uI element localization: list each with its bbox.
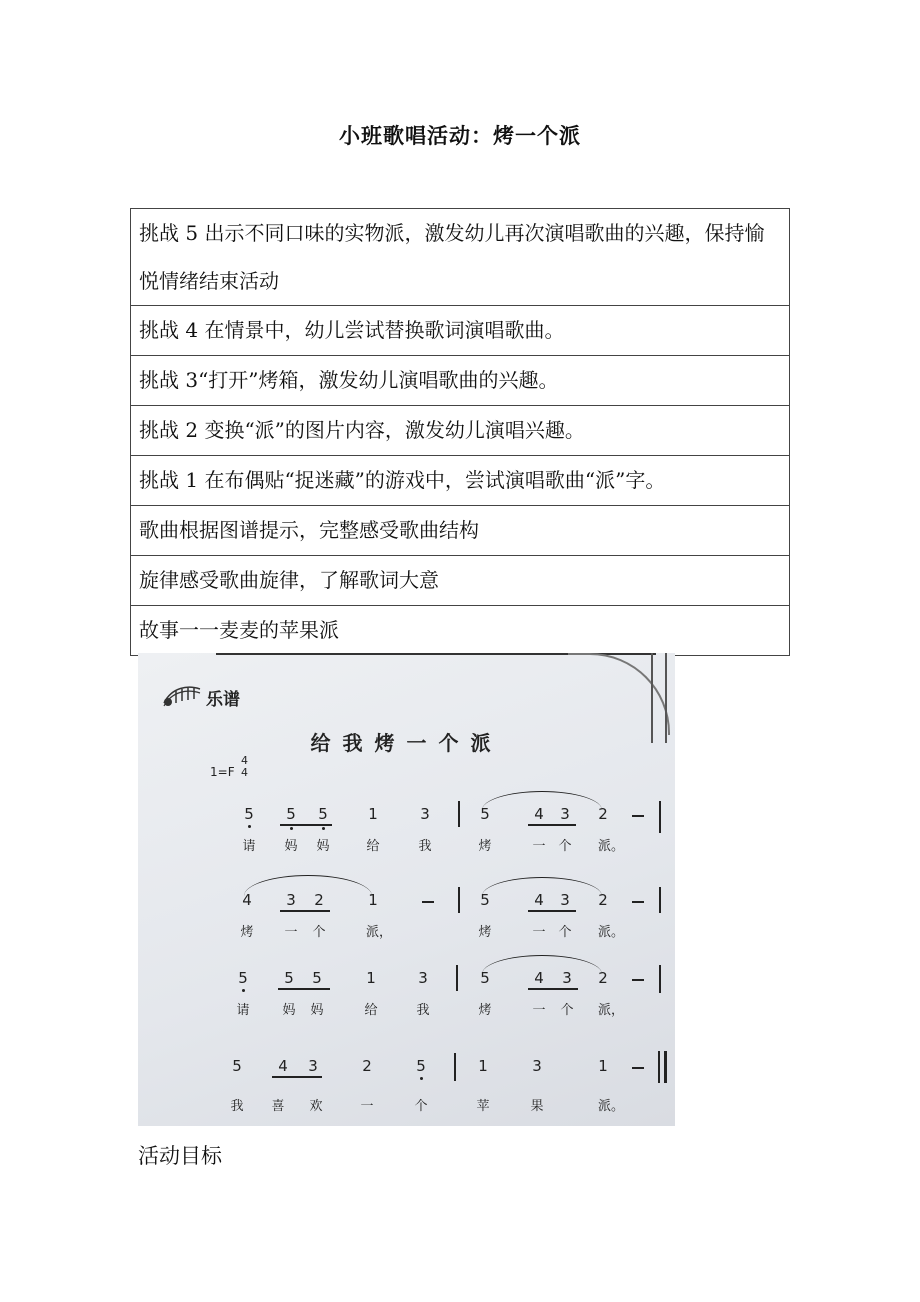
low-octave-dot	[242, 989, 245, 992]
section-label: 乐谱	[206, 690, 240, 710]
lyric: 烤	[478, 1003, 492, 1018]
note: 4	[534, 891, 544, 909]
note: 1	[368, 891, 378, 909]
table-row	[131, 406, 790, 456]
hold-dash	[422, 901, 434, 903]
note: 5	[318, 805, 328, 823]
lyric: 给	[364, 1003, 378, 1018]
note: 5	[480, 805, 490, 823]
table-row	[131, 556, 790, 606]
note: 2	[598, 805, 608, 823]
score-line-1	[138, 805, 675, 875]
beam-underline	[280, 910, 330, 912]
lyric: 苹	[476, 1099, 490, 1114]
note: 2	[362, 1057, 372, 1075]
note: 5	[284, 969, 294, 987]
note: 4	[534, 969, 544, 987]
lyric: 一	[360, 1099, 374, 1114]
hold-dash	[632, 901, 644, 903]
table-cell: 挑战 2 变换“派”的图片内容，激发幼儿演唱兴趣。	[131, 406, 790, 456]
key-signature: 1=F	[210, 765, 235, 779]
note: 5	[480, 969, 490, 987]
beam-underline	[528, 910, 576, 912]
table-row	[131, 209, 790, 306]
final-bar-line	[664, 1051, 667, 1083]
table-row	[131, 456, 790, 506]
lyric: 请	[236, 1003, 250, 1018]
lyric: 个	[414, 1099, 428, 1114]
sheet-music-photo	[138, 653, 675, 1126]
lyric: 喜	[271, 1099, 285, 1114]
note: 5	[312, 969, 322, 987]
lyric: 烤	[478, 925, 492, 940]
note: 1	[368, 805, 378, 823]
note: 4	[242, 891, 252, 909]
lyric: 我	[418, 839, 432, 854]
lyric: 给	[366, 839, 380, 854]
bar-line	[458, 801, 460, 827]
section-heading: 活动目标	[138, 1144, 222, 1168]
lyric: 派。	[597, 1099, 624, 1114]
lyric: 妈	[284, 839, 298, 854]
lyric: 个	[312, 925, 326, 940]
note: 3	[562, 969, 572, 987]
lyric: 派。	[597, 839, 624, 854]
lyric: 妈	[310, 1003, 324, 1018]
lyric: 派，	[597, 1003, 624, 1018]
beam-underline	[528, 824, 576, 826]
note: 1	[598, 1057, 608, 1075]
table-row	[131, 506, 790, 556]
beam-underline	[278, 988, 330, 990]
note: 3	[560, 805, 570, 823]
note: 2	[598, 891, 608, 909]
slur	[482, 877, 602, 896]
note: 5	[238, 969, 248, 987]
score-line-3	[138, 969, 675, 1039]
note: 3	[532, 1057, 542, 1075]
bar-line	[458, 887, 460, 913]
note: 3	[308, 1057, 318, 1075]
time-bottom: 4	[241, 766, 248, 779]
final-bar-line	[658, 1051, 660, 1083]
lyric: 请	[242, 839, 256, 854]
slur	[244, 875, 372, 896]
table-cell: 挑战 3“打开”烤箱，激发幼儿演唱歌曲的兴趣。	[131, 356, 790, 406]
music-staff-icon	[162, 683, 202, 709]
time-top: 4	[241, 754, 248, 767]
note: 3	[418, 969, 428, 987]
note: 3	[560, 891, 570, 909]
table-cell: 挑战 5 出示不同口味的实物派，激发幼儿再次演唱歌曲的兴趣，保持愉悦情绪结束活动	[131, 209, 790, 306]
note: 2	[598, 969, 608, 987]
table-row	[131, 606, 790, 656]
lyric: 我	[416, 1003, 430, 1018]
score-line-2	[138, 891, 675, 961]
time-signature	[241, 755, 248, 779]
note: 5	[232, 1057, 242, 1075]
lyric: 派，	[365, 925, 392, 940]
lyric: 一	[532, 925, 546, 940]
note: 1	[478, 1057, 488, 1075]
document-title: 小班歌唱活动：烤一个派	[339, 123, 581, 148]
bar-line	[659, 887, 661, 913]
lyric: 一	[532, 839, 546, 854]
note: 4	[534, 805, 544, 823]
lyric: 一	[284, 925, 298, 940]
table-cell: 挑战 1 在布偶贴“捉迷藏”的游戏中，尝试演唱歌曲“派”字。	[131, 456, 790, 506]
note: 5	[286, 805, 296, 823]
table-cell: 歌曲根据图谱提示，完整感受歌曲结构	[131, 506, 790, 556]
lyric: 我	[230, 1099, 244, 1114]
beam-underline	[272, 1076, 322, 1078]
lyric: 欢	[309, 1099, 323, 1114]
lyric: 派。	[597, 925, 624, 940]
lyric: 果	[530, 1099, 544, 1114]
beam-underline	[528, 988, 578, 990]
note: 5	[480, 891, 490, 909]
lyric: 个	[560, 1003, 574, 1018]
table-row	[131, 356, 790, 406]
hold-dash	[632, 979, 644, 981]
table-cell: 故事一一麦麦的苹果派	[131, 606, 790, 656]
score-line-4	[138, 1057, 675, 1123]
lyric: 个	[558, 925, 572, 940]
bar-line	[659, 965, 661, 993]
note: 1	[366, 969, 376, 987]
table-cell: 挑战 4 在情景中，幼儿尝试替换歌词演唱歌曲。	[131, 306, 790, 356]
page-edge-curve	[568, 653, 670, 735]
slur	[482, 791, 602, 810]
lyric: 烤	[478, 839, 492, 854]
lyric: 烤	[240, 925, 254, 940]
note: 4	[278, 1057, 288, 1075]
note: 3	[420, 805, 430, 823]
note: 5	[416, 1057, 426, 1075]
lyric: 一	[532, 1003, 546, 1018]
bar-line	[456, 965, 458, 991]
note: 3	[286, 891, 296, 909]
low-octave-dot	[248, 825, 251, 828]
beam-underline	[280, 824, 332, 826]
note: 2	[314, 891, 324, 909]
table-row	[131, 306, 790, 356]
bar-line	[659, 801, 661, 833]
hold-dash	[632, 815, 644, 817]
bar-line	[454, 1053, 456, 1081]
lyric: 妈	[282, 1003, 296, 1018]
note: 5	[244, 805, 254, 823]
activity-steps-table	[130, 208, 790, 656]
lyric: 个	[558, 839, 572, 854]
low-octave-dot	[322, 827, 325, 830]
hold-dash	[632, 1067, 644, 1069]
lyric: 妈	[316, 839, 330, 854]
low-octave-dot	[420, 1077, 423, 1080]
low-octave-dot	[290, 827, 293, 830]
table-cell: 旋律感受歌曲旋律，了解歌词大意	[131, 556, 790, 606]
song-title: 给我烤一个派	[310, 731, 503, 755]
